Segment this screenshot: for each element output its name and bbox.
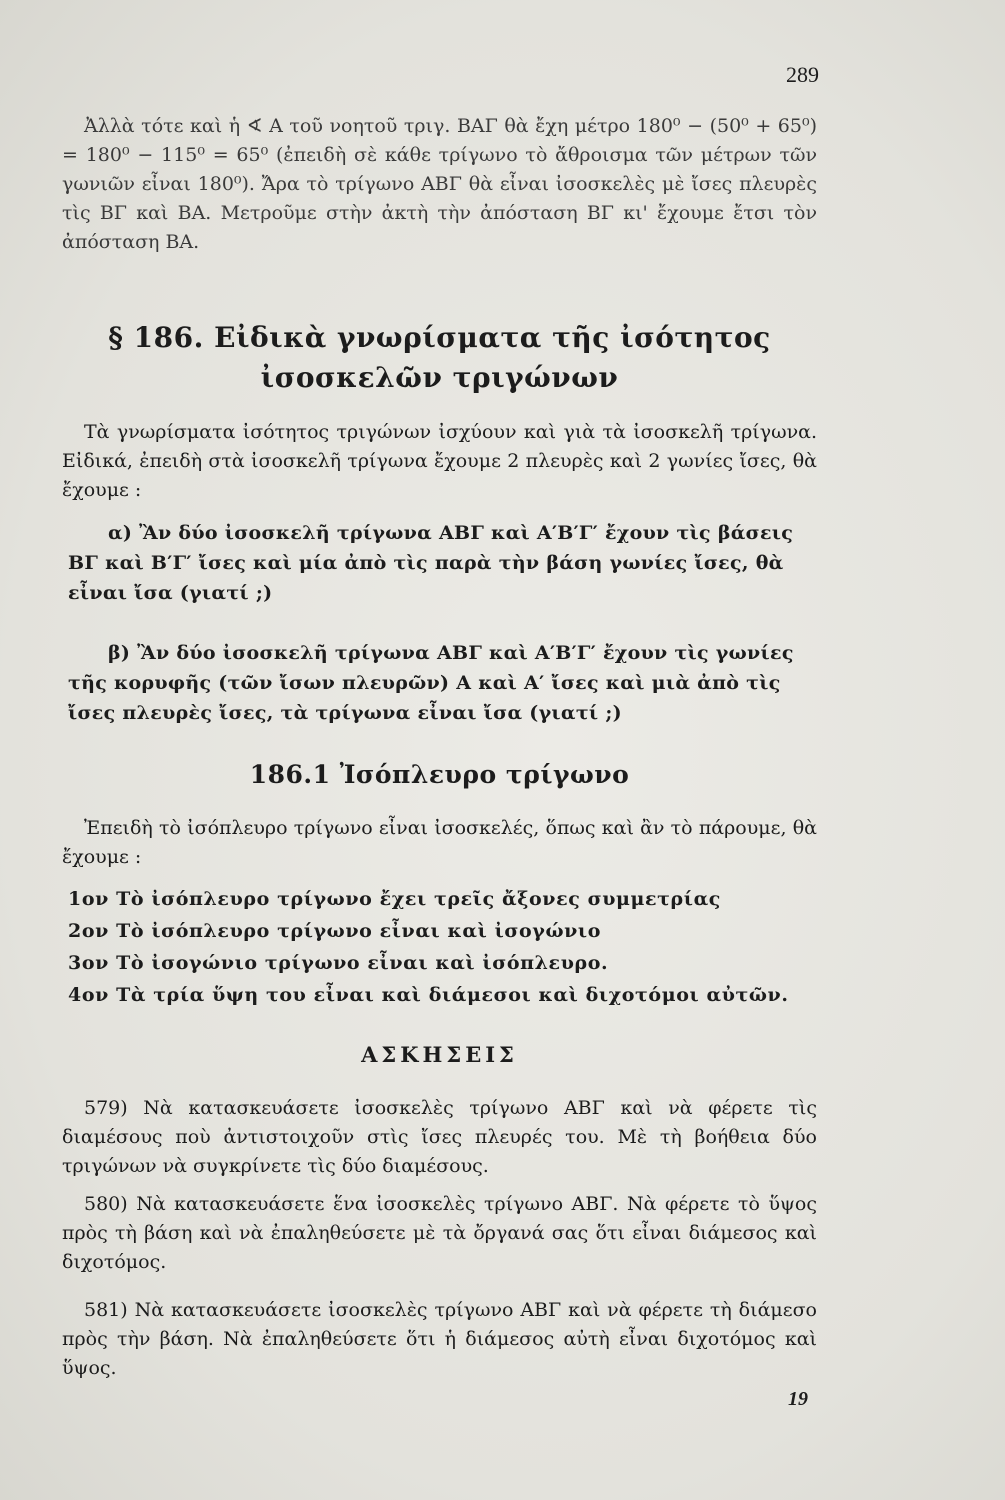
proposition-a: α) Ἂν δύο ἰσοσκελῆ τρίγωνα ΑΒΓ καὶ Α′Β′Γ′ ἔχουν τὶς βάσεις ΒΓ καὶ Β′Γ′ ἴσες καὶ μία ἀπὸ τὶς παρὰ τὴν βάση γωνίες ἴσες, θὰ εἶναι ἴσα (γιατί ;) [68, 522, 794, 604]
page-number: 289 [786, 62, 819, 87]
folio-signature: 19 [788, 1388, 808, 1410]
list-item: 2ον Τὸ ἰσόπλευρο τρίγωνο εἶναι καὶ ἰσογώνιο [68, 920, 601, 942]
intro-paragraph: Ἀλλὰ τότε καὶ ἡ ∢ Α τοῦ νοητοῦ τριγ. ΒΑΓ θὰ ἔχη μέτρο 180⁰ − (50⁰ + 65⁰) = 180⁰ − 115⁰ = 65⁰ (ἐπειδὴ σὲ κάθε τρίγωνο τὸ ἄθροισμα τῶν μέτρων τῶν γωνιῶν εἶναι 180⁰). Ἄρα τὸ τρίγωνο ΑΒΓ θὰ εἶναι ἰσοσκελὲς μὲ ἴσες πλευρὲς τὶς ΒΓ καὶ ΒΑ. Μετροῦμε στὴν ἀκτὴ τὴν ἀπόσταση ΒΓ κι' ἔχουμε ἔτσι τὸν ἀπόσταση ΒΑ. [62, 115, 817, 253]
exercise-581: 581) Νὰ κατασκευάσετε ἰσοσκελὲς τρίγωνο ΑΒΓ καὶ νὰ φέρετε τὴ διάμεσο πρὸς τὴν βάση. Νὰ ἐπαληθεύσετε ὅτι ἡ διάμεσος αὐτὴ εἶναι διχοτόμος καὶ ὕψος. [62, 1299, 817, 1379]
exercise-580: 580) Νὰ κατασκευάσετε ἕνα ἰσοσκελὲς τρίγωνο ΑΒΓ. Νὰ φέρετε τὸ ὕψος πρὸς τὴ βάση καὶ νὰ ἐπαληθεύσετε μὲ τὰ ὄργανά σας ὅτι εἶναι διάμεσος καὶ διχοτόμος. [62, 1193, 817, 1273]
section-1861-paragraph: Ἐπειδὴ τὸ ἰσόπλευρο τρίγωνο εἶναι ἰσοσκελές, ὅπως καὶ ἂν τὸ πάρουμε, θὰ ἔχουμε : [62, 817, 817, 868]
section-186-paragraph: Τὰ γνωρίσματα ἰσότητος τριγώνων ἰσχύουν καὶ γιὰ τὰ ἰσοσκελῆ τρίγωνα. Εἰδικά, ἐπειδὴ στὰ ἰσοσκελῆ τρίγωνα ἔχουμε 2 πλευρὲς καὶ 2 γωνίες ἴσες, θὰ ἔχουμε : [62, 421, 817, 501]
section-186-title-line1: § 186. Εἰδικὰ γνωρίσματα τῆς ἰσότητος [108, 321, 771, 354]
section-186-title-line2: ἰσοσκελῶν τριγώνων [260, 361, 619, 394]
exercise-579: 579) Νὰ κατασκευάσετε ἰσοσκελὲς τρίγωνο ΑΒΓ καὶ νὰ φέρετε τὶς διαμέσους ποὺ ἀντιστοιχοῦν στὶς ἴσες πλευρές του. Μὲ τὴ βοήθεια δύο τριγώνων νὰ συγκρίνετε τὶς δύο διαμέσους. [62, 1097, 817, 1177]
proposition-b: β) Ἂν δύο ἰσοσκελῆ τρίγωνα ΑΒΓ καὶ Α′Β′Γ′ ἔχουν τὶς γωνίες τῆς κορυφῆς (τῶν ἴσων πλευρῶν) Α καὶ Α′ ἴσες καὶ μιὰ ἀπὸ τὶς ἴσες πλευρὲς ἴσες, τὰ τρίγωνα εἶναι ἴσα (γιατί ;) [68, 642, 794, 724]
list-item: 1ον Τὸ ἰσόπλευρο τρίγωνο ἔχει τρεῖς ἄξονες συμμετρίας [68, 888, 721, 910]
section-186-heading [62, 318, 817, 398]
list-item: 3ον Τὸ ἰσογώνιο τρίγωνο εἶναι καὶ ἰσόπλευρο. [68, 952, 609, 974]
list-item: 4ον Τὰ τρία ὕψη του εἶναι καὶ διάμεσοι καὶ διχοτόμοι αὐτῶν. [68, 984, 789, 1006]
section-1861-title: 186.1 Ἰσόπλευρο τρίγωνο [249, 760, 630, 789]
exercises-title: ΑΣΚΗΣΕΙΣ [361, 1042, 518, 1067]
